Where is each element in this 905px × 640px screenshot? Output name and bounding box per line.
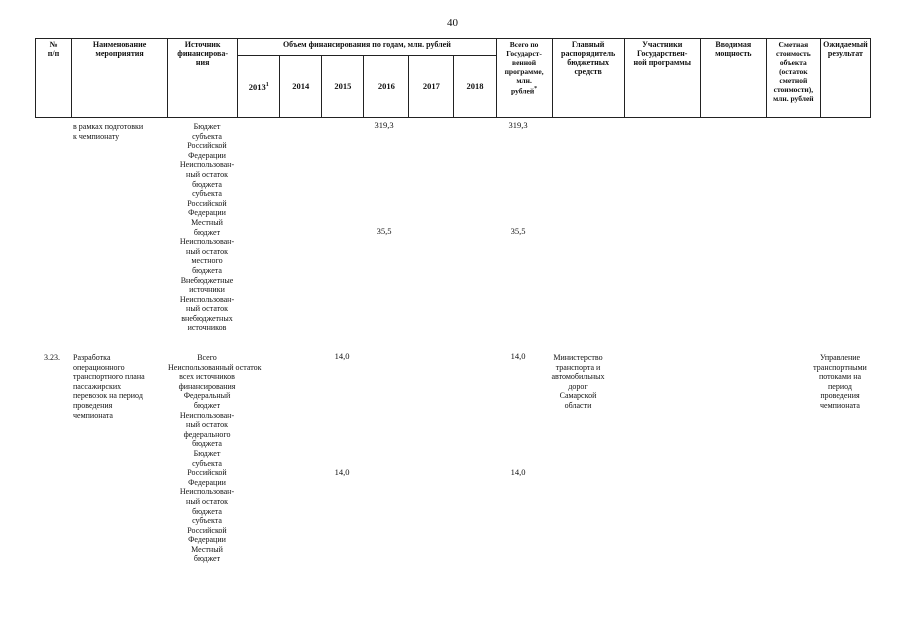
header-year: 2018 — [454, 56, 496, 118]
header-col-estimate: Сметная стоимость объекта (остаток сметной стоимости), млн. рублей — [766, 39, 820, 118]
funding-sources: Всего Неиспользованный остаток всех источников финансирования Федеральный бюджет Неиспользован- ный остаток федерального бюджета Бюджет субъекта Российской Федерации Неиспользован- ный остаток бюджета субъекта Российской Федерации Местный бюджет — [168, 353, 262, 564]
header-col-manager: Главный распорядитель бюджетных средств — [552, 39, 624, 118]
header-year: 2013$^1$ — [238, 56, 280, 118]
header-col-source: Источник финансирова- ния — [168, 39, 238, 118]
header-col-result: Ожидаемый результат — [820, 39, 870, 118]
header-year: 2017 — [409, 56, 454, 118]
header-col-number: № п/п — [36, 39, 72, 118]
budget-manager: Министерство транспорта и автомобильных дорог Самарской области — [551, 353, 605, 410]
value-total: 14,0 — [510, 351, 526, 361]
expected-result: Управление транспортными потоками на период проведения чемпионата — [813, 353, 867, 410]
value-2016: 35,5 — [376, 226, 392, 236]
header-col-capacity: Вводимая мощность — [700, 39, 766, 118]
header-year: 2015 — [322, 56, 364, 118]
continued-sources: Бюджет субъекта Российской Федерации Неиспользован- ный остаток бюджета субъекта Российской Федерации Местный бюджет Неиспользован- ный остаток местного бюджета Внебюджетные источники Неиспользован- ный остаток внебюджетных источников — [179, 122, 235, 333]
row-number: 3.23. — [44, 353, 60, 362]
header-col-total: Всего по Государст- венной программе, млн. рублей* — [496, 39, 552, 118]
header-col-participants: Участники Государствен- ной программы — [624, 39, 700, 118]
value-total: 14,0 — [510, 467, 526, 477]
value-2016: 319,3 — [374, 120, 394, 130]
page-number: 40 — [447, 17, 458, 29]
value-total: 319,3 — [508, 120, 528, 130]
header-col-name: Наименование мероприятия — [72, 39, 168, 118]
header-year: 2014 — [280, 56, 322, 118]
table-body — [0, 119, 905, 640]
value-total: 35,5 — [510, 226, 526, 236]
continued-measure-name: в рамках подготовки к чемпионату — [73, 122, 144, 141]
header-year: 2016 — [364, 56, 409, 118]
value-2015: 14,0 — [334, 467, 350, 477]
header-funding-group: Объем финансирования по годам, млн. рублей — [238, 39, 496, 56]
measure-name: Разработка операционного транспортного плана пассажирских перевозок на период проведения чемпионата — [73, 353, 145, 420]
table-header — [35, 38, 871, 118]
value-2015: 14,0 — [334, 351, 350, 361]
